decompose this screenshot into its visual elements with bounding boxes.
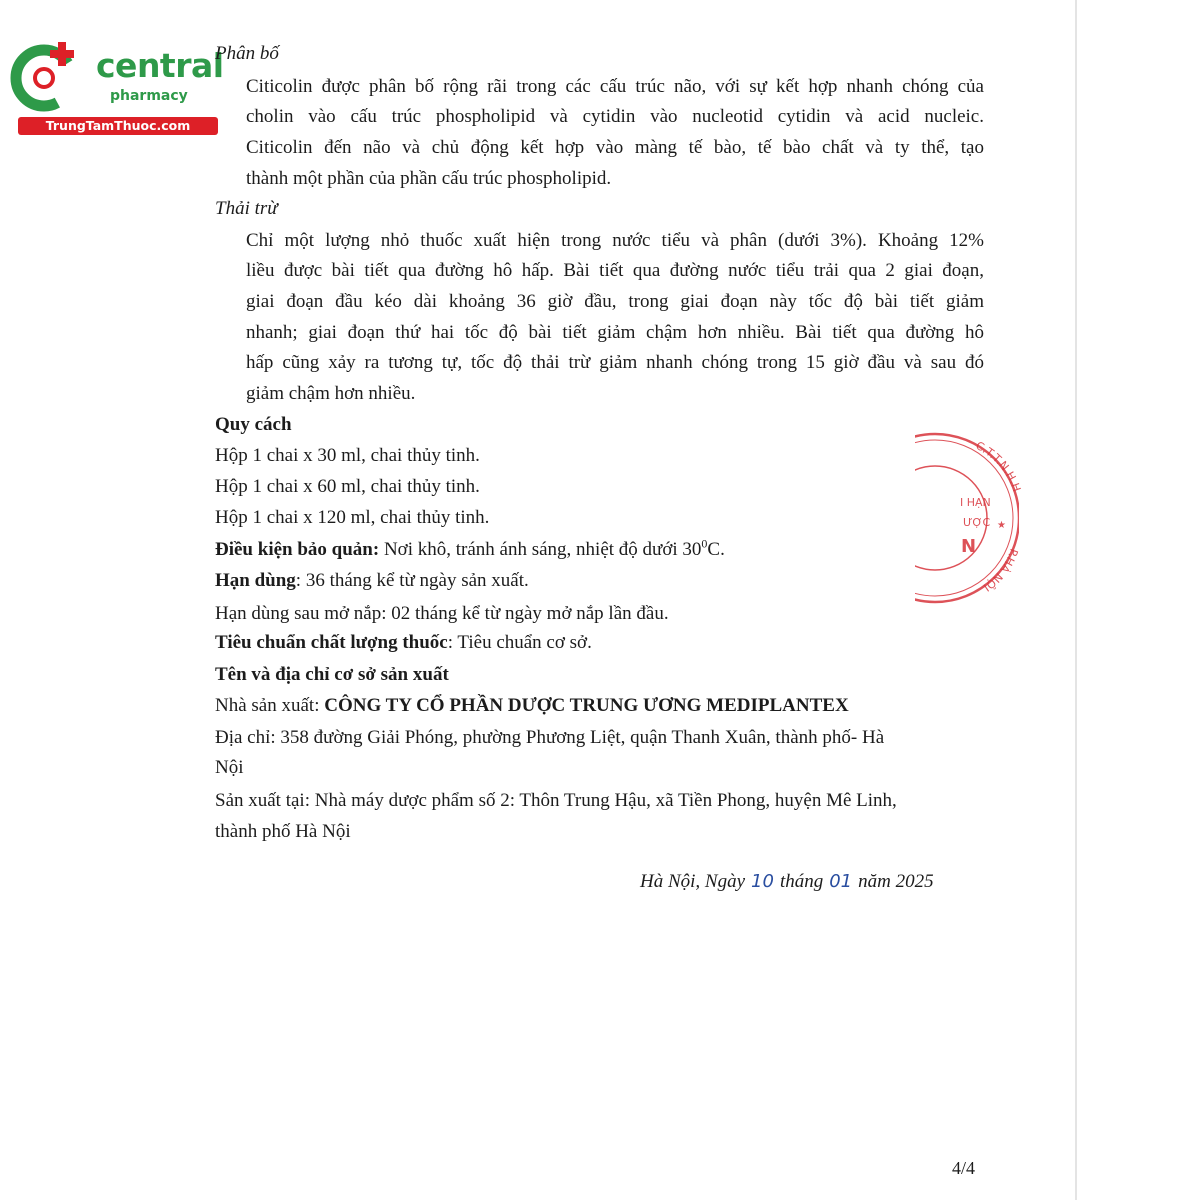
storage-unit: C. bbox=[707, 539, 725, 560]
distribution-heading: Phân bố bbox=[215, 43, 279, 64]
shelf-life-after-open: Hạn dùng sau mở nắp: 02 tháng kể từ ngày mở nắp lần đầu. bbox=[215, 603, 669, 624]
logo-url-badge: TrungTamThuoc.com bbox=[18, 117, 218, 135]
elimination-line: liều được bài tiết qua đường hô hấp. Bài tiết qua đường nước tiểu trải qua 2 giai đoạn, bbox=[246, 260, 984, 281]
page-number: 4/4 bbox=[952, 1158, 976, 1178]
packaging-item: Hộp 1 chai x 60 ml, chai thủy tinh. bbox=[215, 476, 480, 497]
distribution-line: cholin vào cấu trúc phospholipid và cytidin vào nucleotid cytidin và acid nucleic. bbox=[246, 106, 984, 127]
degree-sup: 0 bbox=[701, 536, 708, 551]
manufacturer-address-cont: Nội bbox=[215, 757, 244, 778]
elimination-line: nhanh; giai đoạn thứ hai tốc độ bài tiết giảm chậm hơn nhiều. Bài tiết qua đường hô bbox=[246, 322, 984, 343]
date-month-label: tháng bbox=[779, 871, 824, 892]
quality-label: Tiêu chuẩn chất lượng thuốc bbox=[215, 632, 448, 653]
elimination-line: giảm chậm hơn nhiều. bbox=[246, 383, 416, 404]
signing-date bbox=[640, 869, 934, 895]
packaging-heading: Quy cách bbox=[215, 414, 292, 435]
storage-label: Điều kiện bảo quản: bbox=[215, 539, 380, 560]
manufacturer-plant-cont: thành phố Hà Nội bbox=[215, 821, 351, 842]
manufacturer-line bbox=[215, 693, 849, 719]
handwritten-day: 10 bbox=[751, 871, 774, 892]
elimination-line: Chỉ một lượng nhỏ thuốc xuất hiện trong nước tiểu và phân (dưới 3%). Khoảng 12% bbox=[246, 230, 984, 251]
shelf-life-line bbox=[215, 568, 529, 594]
date-prefix: Hà Nội, Ngày bbox=[640, 871, 746, 892]
manufacturer-heading: Tên và địa chỉ cơ sở sản xuất bbox=[215, 664, 449, 685]
handwritten-month: 01 bbox=[829, 871, 853, 892]
quality-line bbox=[215, 630, 592, 656]
packaging-item: Hộp 1 chai x 30 ml, chai thủy tinh. bbox=[215, 445, 480, 466]
storage-line bbox=[215, 537, 725, 563]
quality-value: : Tiêu chuẩn cơ sở. bbox=[447, 632, 592, 653]
central-pharmacy-logo bbox=[8, 36, 224, 136]
elimination-line: giai đoạn đầu kéo dài khoảng 36 giờ đầu, trong giai đoạn này tốc độ bài tiết giảm bbox=[246, 291, 984, 312]
stamp-ring-text: C.T.T.N.H.H bbox=[973, 438, 1024, 494]
manufacturer-plant: Sản xuất tại: Nhà máy dược phẩm số 2: Thôn Trung Hậu, xã Tiền Phong, huyện Mê Linh, bbox=[215, 790, 897, 811]
elimination-line: hấp cũng xảy ra tương tự, tốc độ thải trừ giảm nhanh chóng trong 15 giờ đầu và sau đó bbox=[246, 352, 984, 373]
manufacturer-name: CÔNG TY CỔ PHẦN DƯỢC TRUNG ƯƠNG MEDIPLANTEX bbox=[324, 695, 849, 716]
logo-subtitle: pharmacy bbox=[110, 88, 188, 104]
stamp-bottom-text: P.HÀ NỘI bbox=[980, 546, 1021, 594]
elimination-heading: Thải trừ bbox=[215, 198, 278, 219]
stamp-line: N bbox=[961, 536, 977, 557]
shelf-life-value: : 36 tháng kể từ ngày sản xuất. bbox=[295, 570, 529, 591]
stamp-line: I HẠN bbox=[960, 496, 991, 509]
distribution-line: Citicolin được phân bố rộng rãi trong các cấu trúc não, với sự kết hợp nhanh chóng của bbox=[246, 76, 984, 97]
manufacturer-address: Địa chỉ: 358 đường Giải Phóng, phường Phương Liệt, quận Thanh Xuân, thành phố- Hà bbox=[215, 727, 885, 748]
pharmacy-cross-icon bbox=[8, 36, 88, 116]
distribution-line: Citicolin đến não và chủ động kết hợp vào màng tế bào, tế bào chất và ty thể, tạo bbox=[246, 137, 984, 158]
stamp-line: ƯỢC bbox=[963, 516, 991, 529]
date-year: năm 2025 bbox=[858, 871, 934, 892]
company-seal-stamp bbox=[915, 430, 1025, 605]
shelf-life-label: Hạn dùng bbox=[215, 570, 296, 591]
packaging-item: Hộp 1 chai x 120 ml, chai thủy tinh. bbox=[215, 507, 490, 528]
logo-wordmark: central bbox=[96, 46, 224, 85]
distribution-line: thành một phần của phần cấu trúc phospholipid. bbox=[246, 168, 612, 189]
storage-value: Nơi khô, tránh ánh sáng, nhiệt độ dưới 30 bbox=[379, 539, 702, 560]
stamp-star: ★ bbox=[997, 520, 1006, 531]
manufacturer-label: Nhà sản xuất: bbox=[215, 695, 325, 716]
page-edge bbox=[1075, 0, 1077, 1200]
